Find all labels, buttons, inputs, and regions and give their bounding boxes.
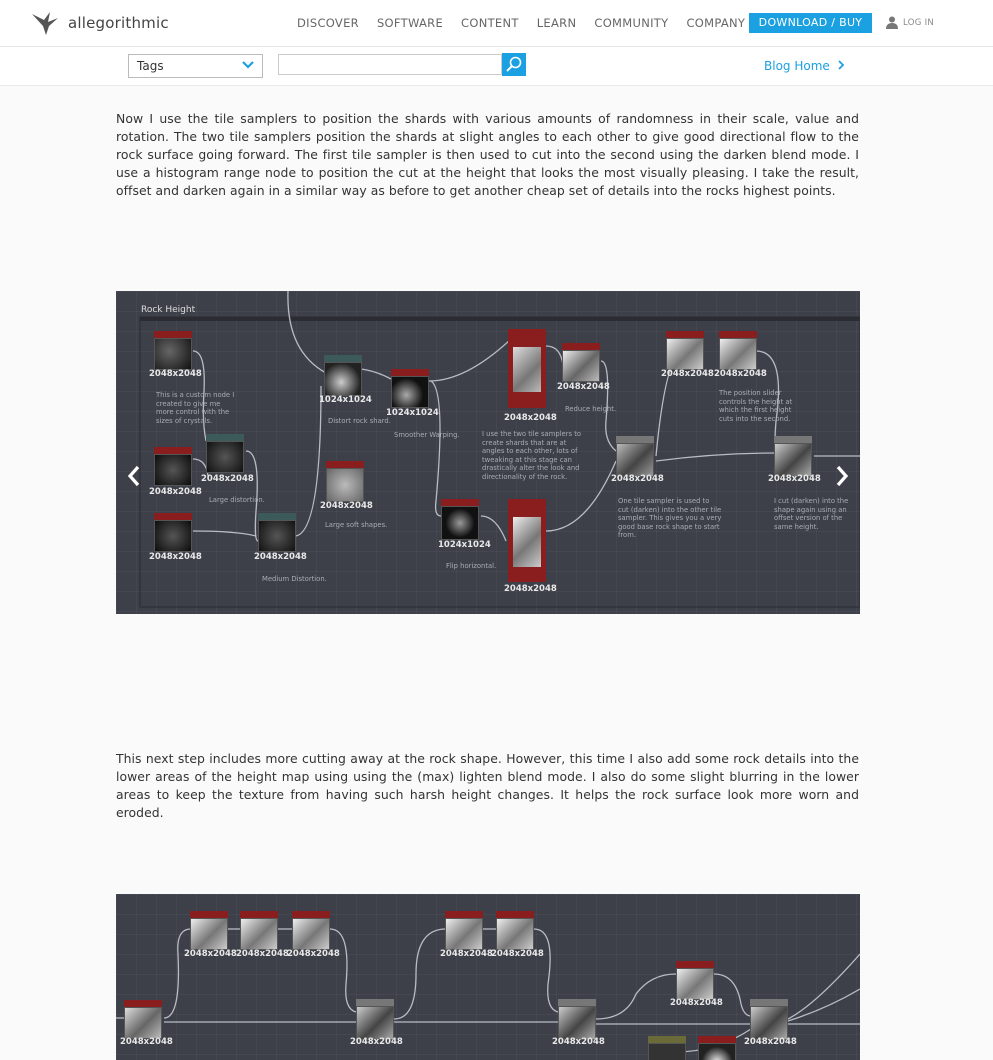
node-resolution: 2048x2048 bbox=[236, 949, 289, 959]
frame-title: Rock Height bbox=[141, 305, 196, 315]
graph-node[interactable] bbox=[356, 999, 394, 1040]
graph-node[interactable] bbox=[666, 331, 704, 370]
graph-node[interactable] bbox=[292, 911, 330, 950]
chevron-left-icon[interactable] bbox=[124, 461, 144, 491]
graph-node[interactable] bbox=[750, 999, 788, 1040]
graph-node[interactable] bbox=[558, 999, 596, 1040]
graph-node[interactable] bbox=[391, 369, 429, 408]
node-resolution: 2048x2048 bbox=[611, 474, 664, 484]
graph-node[interactable] bbox=[445, 911, 483, 950]
nav-item-software[interactable]: SOFTWARE bbox=[376, 16, 444, 30]
graph-node[interactable] bbox=[124, 1000, 162, 1039]
graph-comment: The position slider controls the height at which the first height cuts into the second. bbox=[719, 389, 793, 423]
main-nav bbox=[297, 16, 763, 30]
logo[interactable] bbox=[30, 10, 169, 36]
blog-home-link[interactable] bbox=[764, 59, 845, 73]
node-resolution: 2048x2048 bbox=[491, 949, 544, 959]
node-resolution: 2048x2048 bbox=[149, 369, 202, 379]
graph-comment: Flip horizontal. bbox=[446, 562, 497, 570]
chevron-down-icon bbox=[242, 60, 254, 70]
logo-text: allegorithmic bbox=[68, 14, 169, 32]
nav-item-content[interactable]: CONTENT bbox=[461, 16, 519, 30]
graph-node[interactable] bbox=[190, 911, 228, 950]
node-resolution: 2048x2048 bbox=[504, 413, 557, 423]
graph-node[interactable] bbox=[496, 911, 534, 950]
download-buy-button[interactable]: DOWNLOAD / BUY bbox=[749, 13, 872, 33]
graph-node[interactable] bbox=[324, 355, 362, 396]
login-link[interactable] bbox=[886, 16, 934, 29]
node-graph-rock-height[interactable] bbox=[116, 291, 860, 614]
chevron-right-icon[interactable] bbox=[832, 461, 852, 491]
graph-node[interactable] bbox=[719, 331, 757, 370]
node-resolution: 2048x2048 bbox=[504, 584, 557, 594]
graph-node[interactable] bbox=[774, 436, 812, 477]
graph-comment: This is a custom node I created to give me more control with the sizes of crystals. bbox=[156, 391, 235, 425]
node-resolution: 2048x2048 bbox=[552, 1037, 605, 1047]
node-resolution: 2048x2048 bbox=[149, 552, 202, 562]
node-resolution: 2048x2048 bbox=[350, 1037, 403, 1047]
node-resolution: 2048x2048 bbox=[320, 501, 373, 511]
node-resolution: 2048x2048 bbox=[254, 552, 307, 562]
login-label: LOG IN bbox=[903, 17, 935, 28]
node-resolution: 2048x2048 bbox=[768, 474, 821, 484]
node-resolution: 2048x2048 bbox=[120, 1037, 173, 1047]
node-resolution: 2048x2048 bbox=[287, 949, 340, 959]
node-graph-rock-details[interactable] bbox=[116, 894, 860, 1060]
graph-node[interactable] bbox=[240, 911, 278, 950]
graph-node[interactable] bbox=[508, 329, 546, 408]
node-resolution: 2048x2048 bbox=[714, 369, 767, 379]
graph-node[interactable] bbox=[676, 961, 714, 1000]
tags-dropdown[interactable] bbox=[128, 54, 263, 78]
node-resolution: 1024x1024 bbox=[386, 408, 439, 418]
search-input[interactable] bbox=[278, 54, 502, 75]
blog-toolbar bbox=[0, 47, 993, 86]
graph-node[interactable] bbox=[326, 461, 364, 502]
bird-logo-icon bbox=[30, 10, 64, 36]
article-paragraph-2: This next step includes more cutting away at the rock shape. However, this time I also add some rock details into the lower areas of the height map using using the (max) lighten blend mode. I also do some slight blurring in the lower areas to keep the texture from having such harsh height changes. It helps the rock surface look more worn and eroded. bbox=[116, 751, 859, 820]
node-resolution: 2048x2048 bbox=[744, 1037, 797, 1047]
article-paragraph-1: Now I use the tile samplers to position the shards with various amounts of randomness in their scale, value and rotation. The two tile samplers position the shards at slight angles to each other to give good directional flow to the rock surface going forward. The first tile sampler is then used to cut into the second using the darken blend mode. I use a histogram range node to position the cut at the height that looks the most visually pleasing. I take the result, offset and darken again in a similar way as before to get another cheap set of details into the rocks highest points. bbox=[116, 111, 859, 198]
graph-node[interactable] bbox=[154, 447, 192, 486]
node-resolution: 2048x2048 bbox=[661, 369, 714, 379]
graph-comment: Smoother Warping. bbox=[394, 431, 460, 439]
graph-node[interactable] bbox=[154, 331, 192, 370]
graph-comment: I cut (darken) into the shape again using an offset version of the same height. bbox=[774, 497, 849, 531]
graph-comment: Large soft shapes. bbox=[325, 521, 388, 529]
graph-node[interactable] bbox=[648, 1036, 686, 1060]
graph-comment: I use the two tile samplers to create shards that are at angles to each other, lots of tweaking at this stage can drastically alter the look and directionality of the rock. bbox=[482, 430, 582, 481]
graph-comment: One tile sampler is used to cut (darken) into the other tile sampler. This gives you a very good base rock shape to start from. bbox=[618, 497, 722, 539]
nav-item-community[interactable]: COMMUNITY bbox=[594, 16, 669, 30]
search-button[interactable] bbox=[502, 53, 526, 76]
node-resolution: 2048x2048 bbox=[184, 949, 237, 959]
node-resolution: 2048x2048 bbox=[149, 487, 202, 497]
graph-comment: Medium Distortion. bbox=[262, 575, 327, 583]
graph-comment: Distort rock shard. bbox=[328, 417, 391, 425]
node-resolution: 1024x1024 bbox=[319, 395, 372, 405]
node-resolution: 1024x1024 bbox=[438, 540, 491, 550]
blog-home-label: Blog Home bbox=[764, 59, 830, 73]
node-resolution: 2048x2048 bbox=[201, 474, 254, 484]
graph-node[interactable] bbox=[206, 434, 244, 473]
graph-node[interactable] bbox=[698, 1036, 736, 1060]
graph-node[interactable] bbox=[441, 499, 479, 540]
chevron-right-icon bbox=[837, 60, 845, 70]
top-navigation-bar bbox=[0, 0, 993, 47]
graph-node[interactable] bbox=[154, 513, 192, 552]
node-resolution: 2048x2048 bbox=[670, 998, 723, 1008]
graph-node[interactable] bbox=[616, 436, 654, 477]
nav-item-discover[interactable]: DISCOVER bbox=[297, 16, 359, 30]
nav-item-learn[interactable]: LEARN bbox=[536, 16, 577, 30]
graph-node[interactable] bbox=[562, 343, 600, 382]
search-icon bbox=[502, 53, 526, 76]
nav-item-company[interactable]: COMPANY bbox=[686, 16, 746, 30]
node-resolution: 2048x2048 bbox=[557, 382, 610, 392]
user-icon bbox=[886, 16, 898, 29]
graph-node[interactable] bbox=[258, 513, 296, 552]
graph-comment: Reduce height. bbox=[565, 405, 617, 413]
tags-dropdown-label: Tags bbox=[137, 59, 164, 73]
node-resolution: 2048x2048 bbox=[440, 949, 493, 959]
graph-comment: Large distortion. bbox=[209, 496, 265, 504]
